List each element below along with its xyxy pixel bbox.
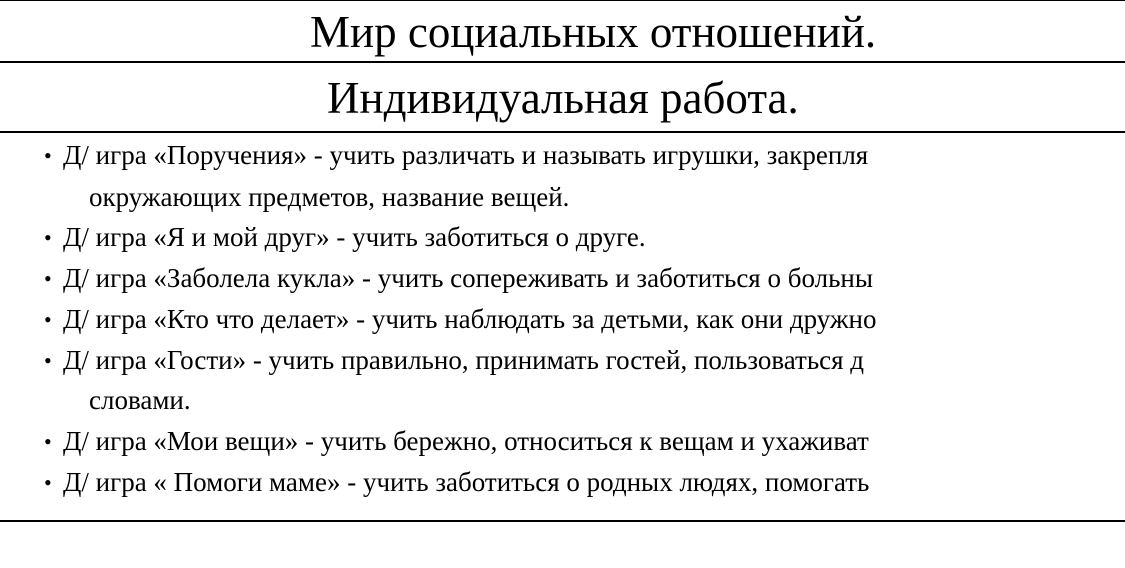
bullet-icon: •: [44, 348, 52, 373]
subtitle-bar: [0, 63, 1125, 133]
game-list: [0, 133, 1125, 522]
list-item-text: Д/ игра « Помоги маме» - учить заботиться о родных людях, помогать: [63, 467, 870, 497]
list-item-text: Д/ игра «Мои вещи» - учить бережно, относиться к вещам и ухаживат: [63, 426, 869, 456]
list-item-text: Д/ игра «Заболела кукла» - учить сопереживать и заботиться о больны: [63, 263, 873, 293]
list-item-text: Д/ игра «Кто что делает» - учить наблюдать за детьми, как они дружно: [63, 304, 877, 334]
bullet-icon: •: [44, 470, 52, 495]
page-title: Мир социальных отношений.: [310, 7, 877, 57]
bullet-icon: •: [44, 429, 52, 454]
page-subtitle: Индивидуальная работа.: [327, 73, 799, 123]
bullet-icon: •: [44, 266, 52, 291]
list-item-continuation: окружающих предметов, название вещей.: [89, 182, 570, 212]
list-item-continuation: словами.: [89, 385, 191, 415]
list-item-text: Д/ игра «Я и мой друг» - учить заботиться о друге.: [63, 222, 646, 252]
list-item-text: Д/ игра «Поручения» - учить различать и называть игрушки, закрепля: [63, 140, 869, 170]
title-bar: [0, 0, 1125, 63]
list-item-text: Д/ игра «Гости» - учить правильно, принимать гостей, пользоваться д: [63, 345, 865, 375]
bullet-icon: •: [44, 307, 52, 332]
bullet-icon: •: [44, 143, 52, 168]
bullet-icon: •: [44, 225, 52, 250]
